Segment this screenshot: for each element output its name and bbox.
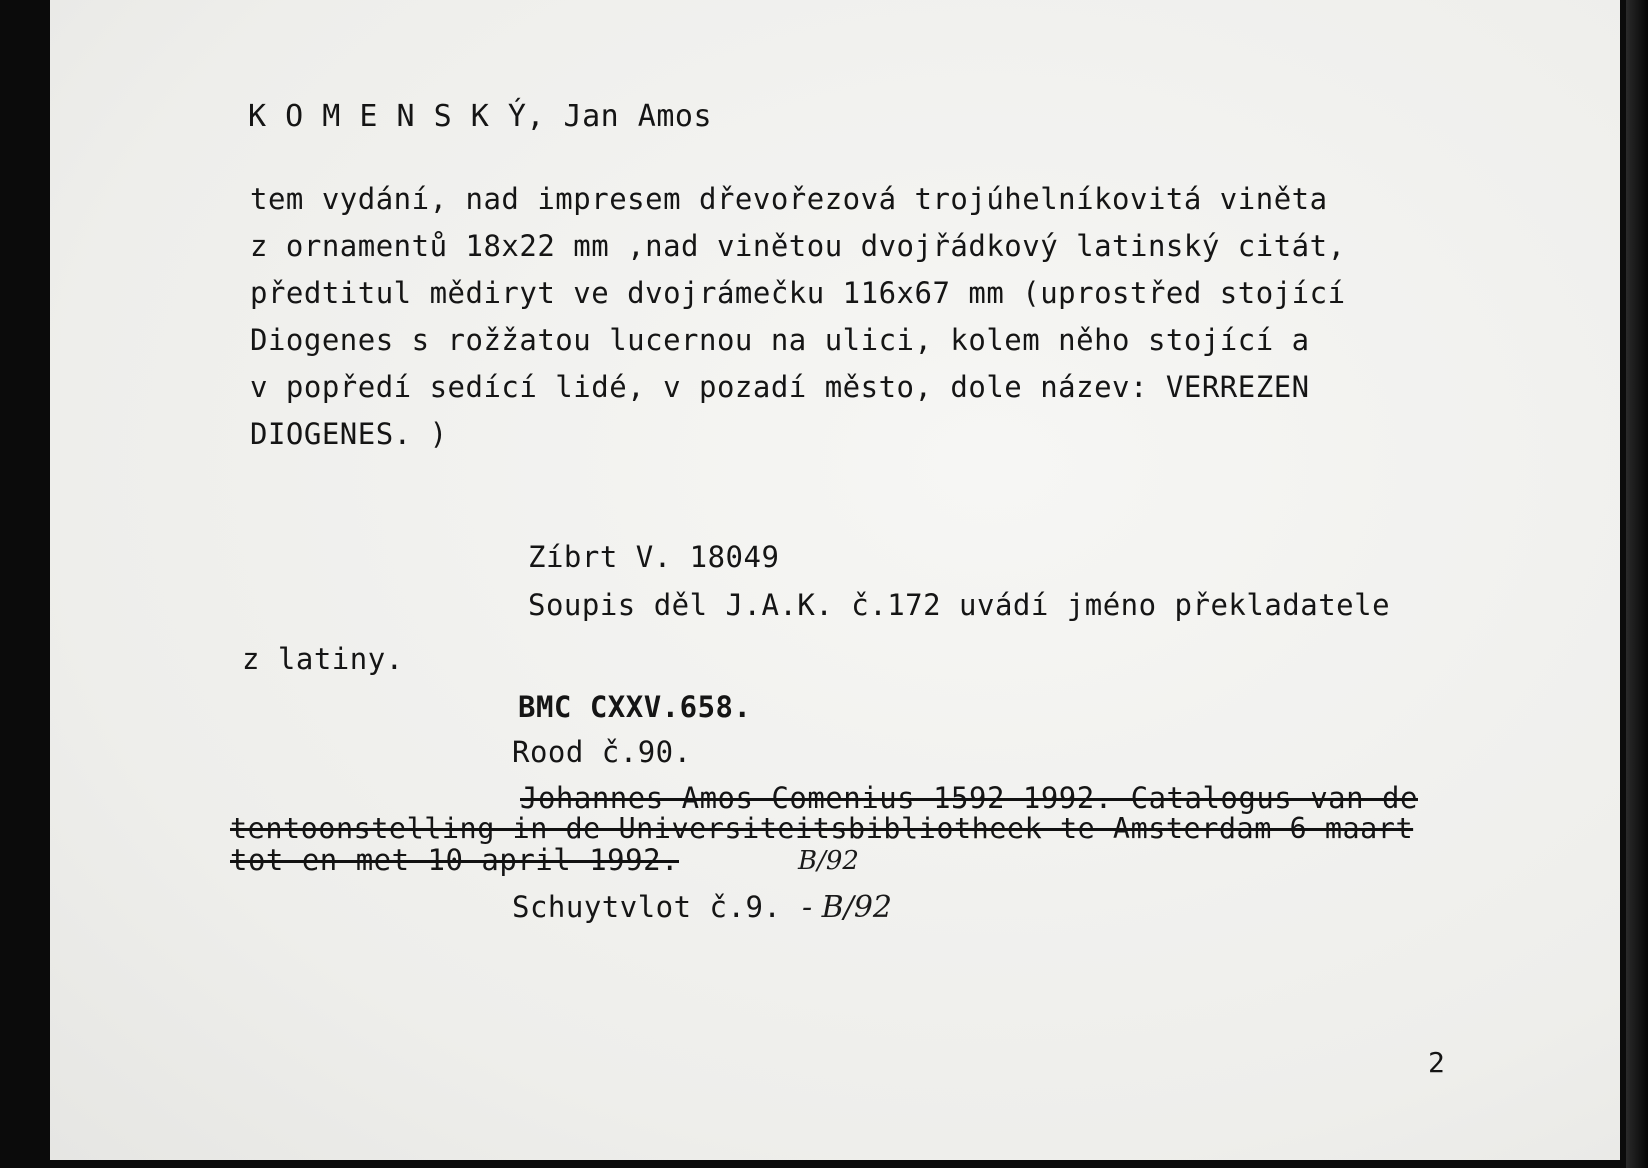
description-line-6: DIOGENES. ) <box>250 417 448 451</box>
scan-edge <box>1626 0 1648 1168</box>
handwritten-note-1: B/92 <box>798 846 859 876</box>
reference-zibrt: Zíbrt V. 18049 <box>528 540 780 574</box>
handwritten-note-2: - B/92 <box>802 890 892 925</box>
page-number: 2 <box>1428 1046 1446 1079</box>
reference-soupis-continuation: z latiny. <box>242 642 404 676</box>
reference-soupis: Soupis děl J.A.K. č.172 uvádí jméno překladatele <box>528 588 1391 622</box>
description-line-4: Diogenes s rožžatou lucernou na ulici, kolem něho stojící a <box>250 323 1310 357</box>
reference-rood: Rood č.90. <box>512 735 692 769</box>
description-line-2: z ornamentů 18x22 mm ,nad vinětou dvojřádkový latinský citát, <box>250 229 1346 263</box>
catalog-card <box>50 0 1620 1160</box>
description-line-3: předtitul mědiryt ve dvojrámečku 116x67 mm (uprostřed stojící <box>250 276 1346 310</box>
description-line-5: v popředí sedící lidé, v pozadí město, dole název: VERREZEN <box>250 370 1310 404</box>
struck-reference-line-3: tot en met 10 april 1992. <box>230 843 679 877</box>
struck-reference-line-1: Johannes Amos Comenius 1592-1992. Catalogus van de <box>520 781 1418 815</box>
reference-schuytvlot: Schuytvlot č.9. <box>512 890 782 924</box>
card-heading: K O M E N S K Ý, Jan Amos <box>248 99 713 134</box>
description-line-1: tem vydání, nad impresem dřevořezová trojúhelníkovitá viněta <box>250 182 1328 216</box>
reference-bmc: BMC CXXV.658. <box>518 690 752 724</box>
struck-reference-line-2: tentoonstelling in de Universiteitsbibliotheek te Amsterdam 6 maart <box>230 812 1414 845</box>
